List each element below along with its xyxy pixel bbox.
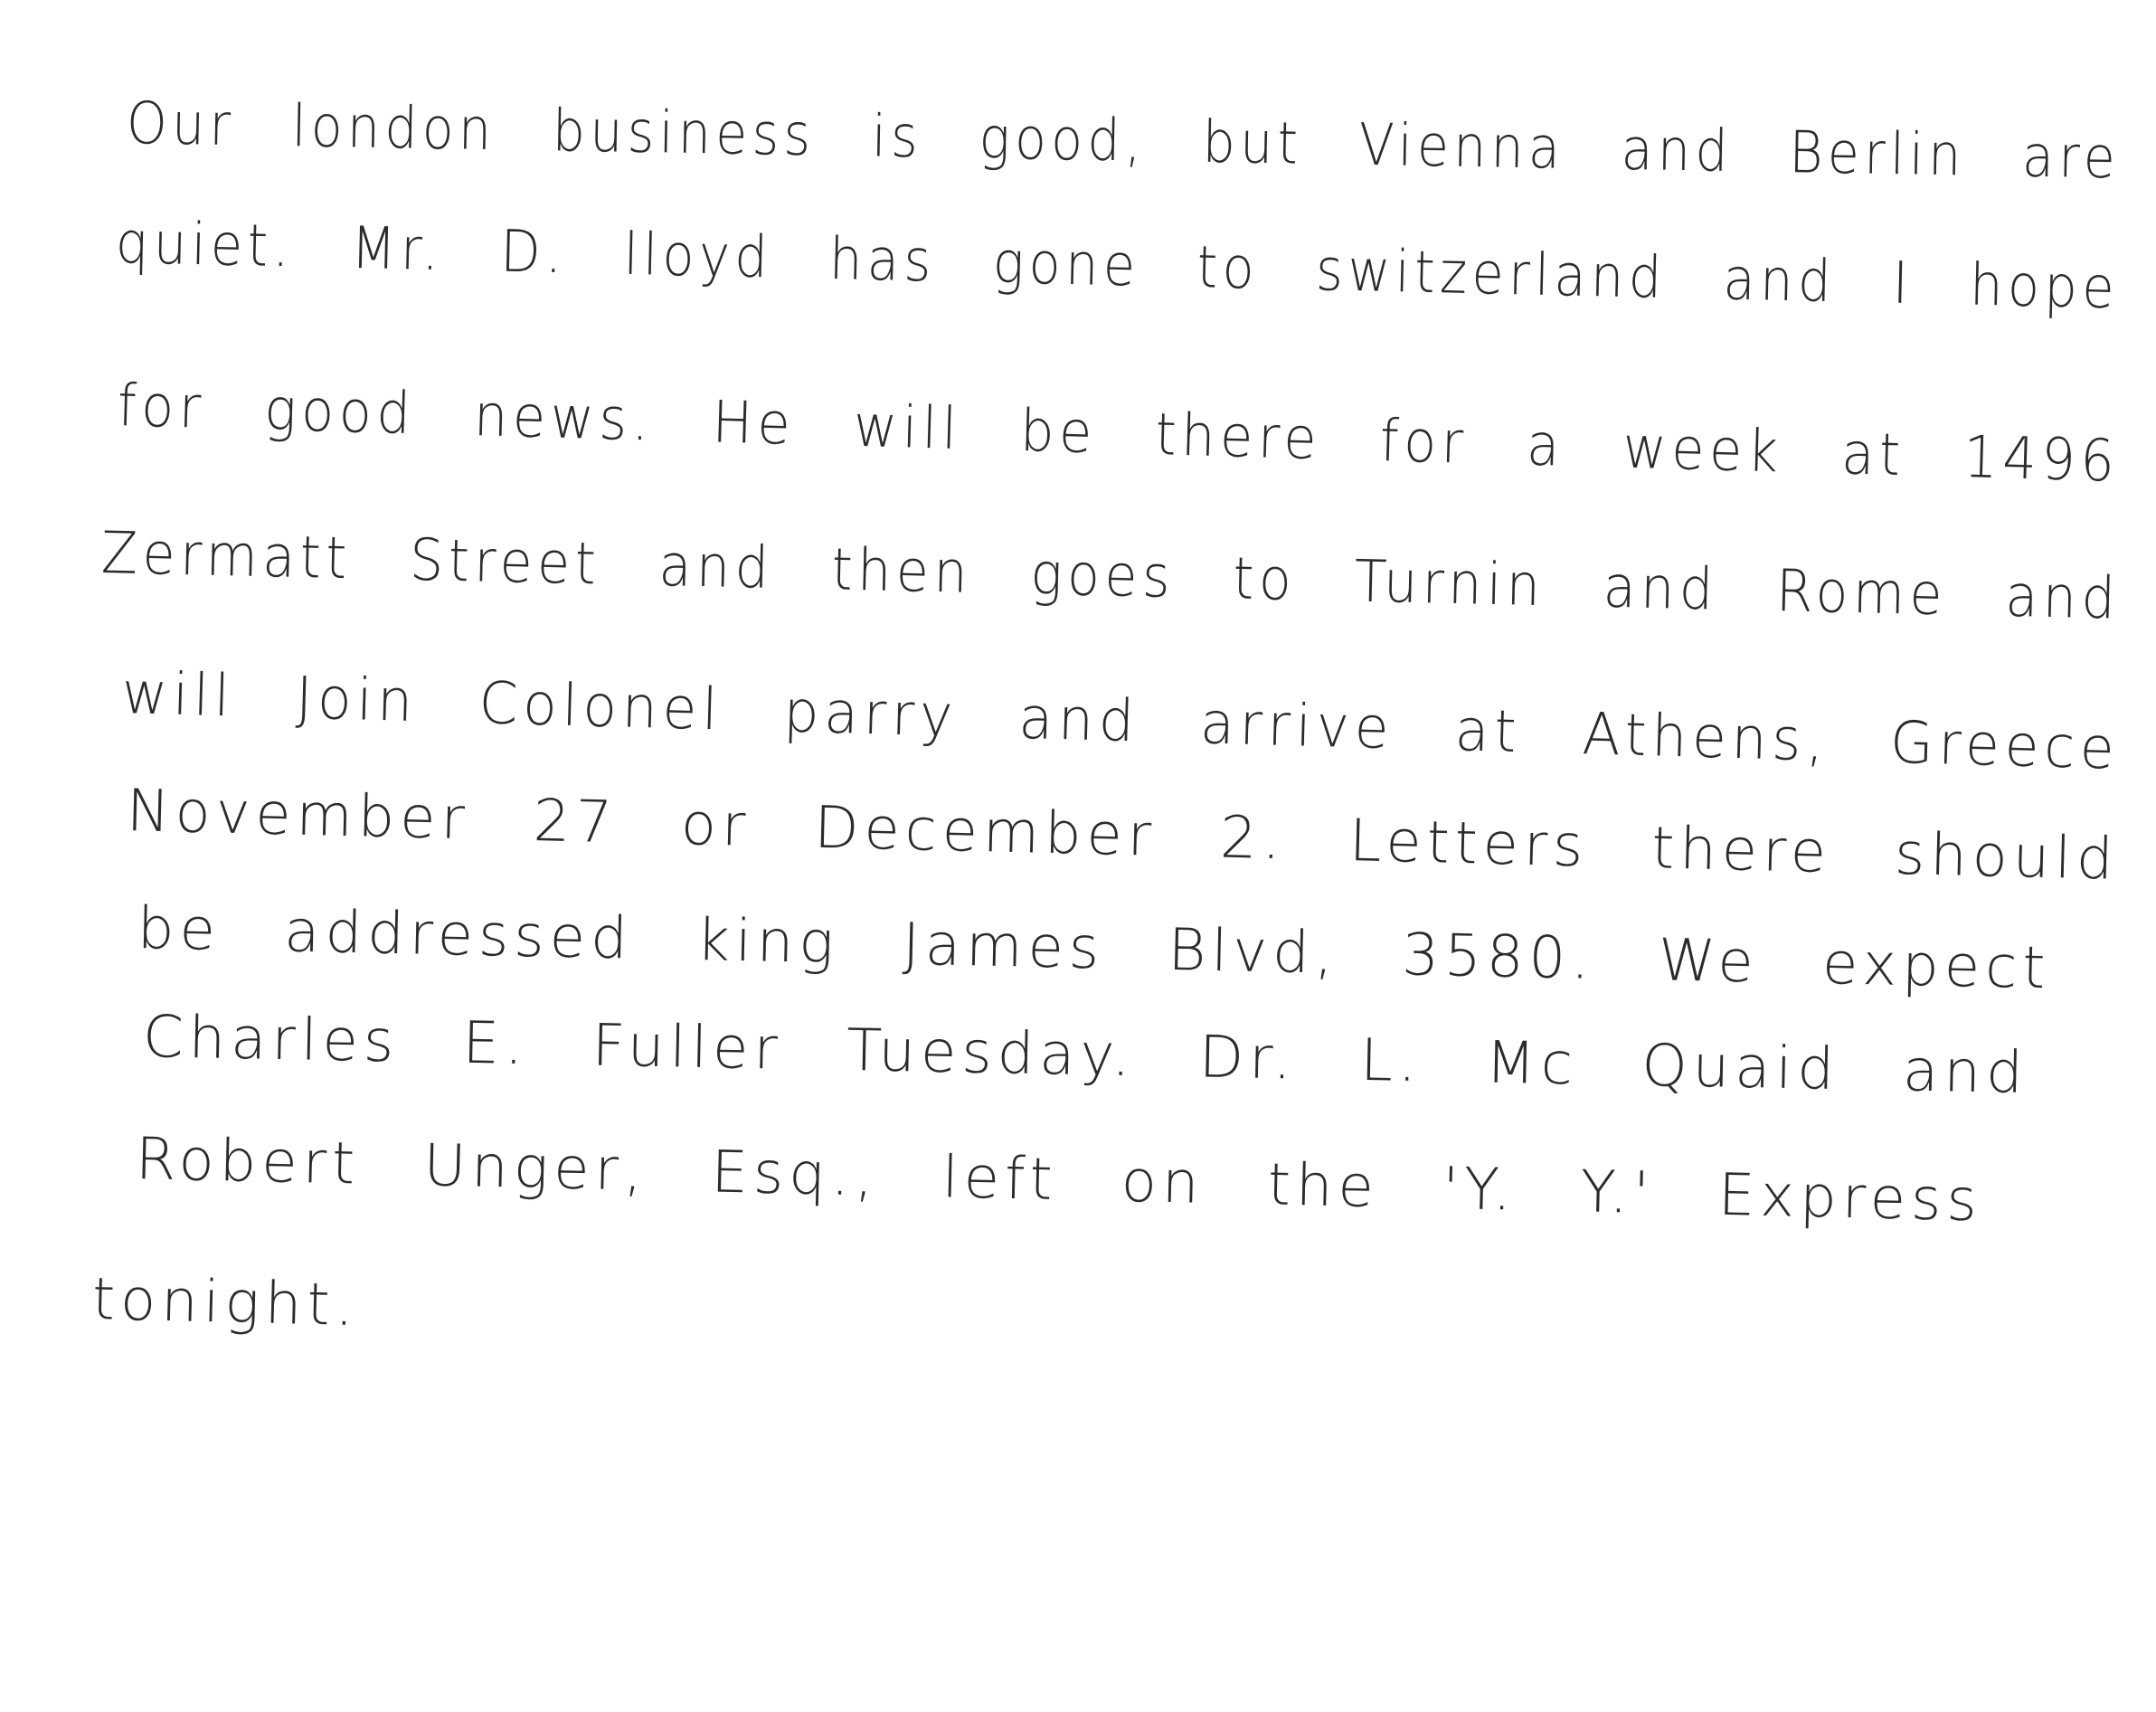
handwritten-line: Charles E. Fuller Tuesday. Dr. L. Mc Quaid and [142,1004,2029,1108]
handwritten-line: will Join Colonel parry and arrive at Athens, Greece [120,660,2121,783]
handwritten-line: be addressed king James Blvd, 3580. We expect [137,895,2052,1003]
handwritten-line: quiet. Mr. D. lloyd has gone to switzerland and I hope [115,210,2120,323]
handwritten-line: November 27 or December 2. Letters there should [126,778,2120,894]
handwritten-line: tonight. [91,1266,360,1340]
handwritten-line: Our london business is good, but Vienna and Berlin are [126,90,2121,193]
handwritten-line: Zermatt Street and then goes to Turnin and Rome and [100,520,2122,633]
handwritten-line: for good news. He will be there for a week at 1496 [116,373,2121,496]
handwritten-line: Robert Unger, Esq., left on the 'Y. Y.' Express [135,1126,1983,1235]
